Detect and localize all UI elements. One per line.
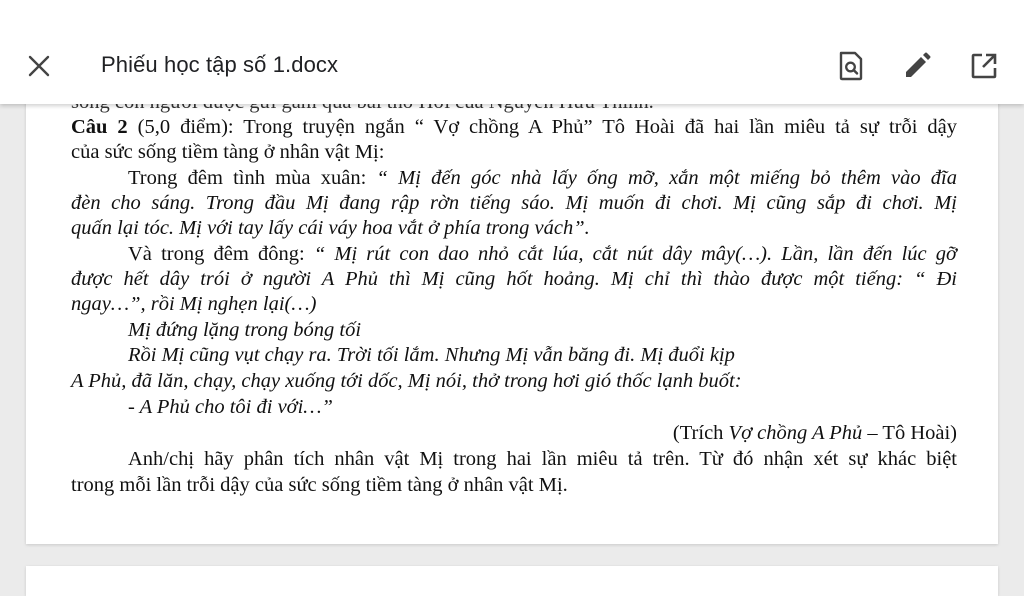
document-title: Phiếu học tập số 1.docx [101, 52, 339, 77]
paragraph-2-line-2: được hết dây trói ở người A Phủ thì Mị cũng hốt hoảng. Mị chỉ thì thào được một tiếng: “ Đi [71, 268, 957, 290]
find-in-document-button[interactable] [834, 49, 868, 83]
paragraph-1-line-2: đèn cho sáng. Trong đầu Mị đang rập rờn tiếng sáo. Mị muốn đi chơi. Mị cũng sắp đi chơi. Mị [71, 192, 957, 214]
question-line-1: Câu 2 (5,0 điểm): Trong truyện ngắn “ Vợ chồng A Phủ” Tô Hoài đã hai lần miêu tả sự trỗi dậy [71, 116, 957, 138]
next-page [26, 566, 998, 596]
open-external-icon [970, 52, 998, 80]
paragraph-1-line-1: Trong đêm tình mùa xuân: “ Mị đến góc nhà lấy ống mỡ, xắn một miếng bỏ thêm vào đĩa [128, 167, 957, 189]
find-in-page-icon [838, 51, 864, 81]
paragraph-2-line-1: Và trong đêm đông: “ Mị rút con dao nhỏ cắt lúa, cắt nút dây mây(…). Lần, lần đến lúc gỡ [128, 243, 957, 265]
edit-pencil-icon [903, 52, 931, 80]
paragraph-2-line-3: ngay…”, rồi Mị nghẹn lại(…) [71, 293, 317, 315]
viewer-toolbar [0, 0, 1024, 104]
paragraph-2-line-7: - A Phủ cho tôi đi với…” [128, 396, 333, 418]
source-citation: (Trích Vợ chồng A Phủ – Tô Hoài) [672, 422, 957, 444]
task-line-2: trong mỗi lần trỗi dậy của sức sống tiềm tàng ở nhân vật Mị. [71, 474, 568, 496]
open-in-app-button[interactable] [967, 49, 1001, 83]
paragraph-2-line-6: A Phủ, đã lăn, chạy, chạy xuống tới dốc, Mị nói, thở trong hơi gió thốc lạnh buốt: [71, 370, 742, 392]
question-label: Câu 2 [71, 116, 128, 138]
task-line-1: Anh/chị hãy phân tích nhân vật Mị trong hai lần miêu tả trên. Từ đó nhận xét sự khác biệt [128, 448, 957, 470]
close-button[interactable] [22, 49, 56, 83]
paragraph-2-line-4: Mị đứng lặng trong bóng tối [128, 319, 362, 341]
question-line-2: của sức sống tiềm tàng ở nhân vật Mị: [71, 141, 385, 163]
document-page [26, 70, 998, 544]
paragraph-2-line-5: Rồi Mị cũng vụt chạy ra. Trời tối lắm. Nhưng Mị vẫn băng đi. Mị đuổi kịp [128, 344, 735, 366]
paragraph-1-line-3: quấn lại tóc. Mị với tay lấy cái váy hoa vắt ở phía trong vách”. [71, 217, 590, 239]
edit-button[interactable] [900, 49, 934, 83]
close-icon [28, 55, 50, 77]
